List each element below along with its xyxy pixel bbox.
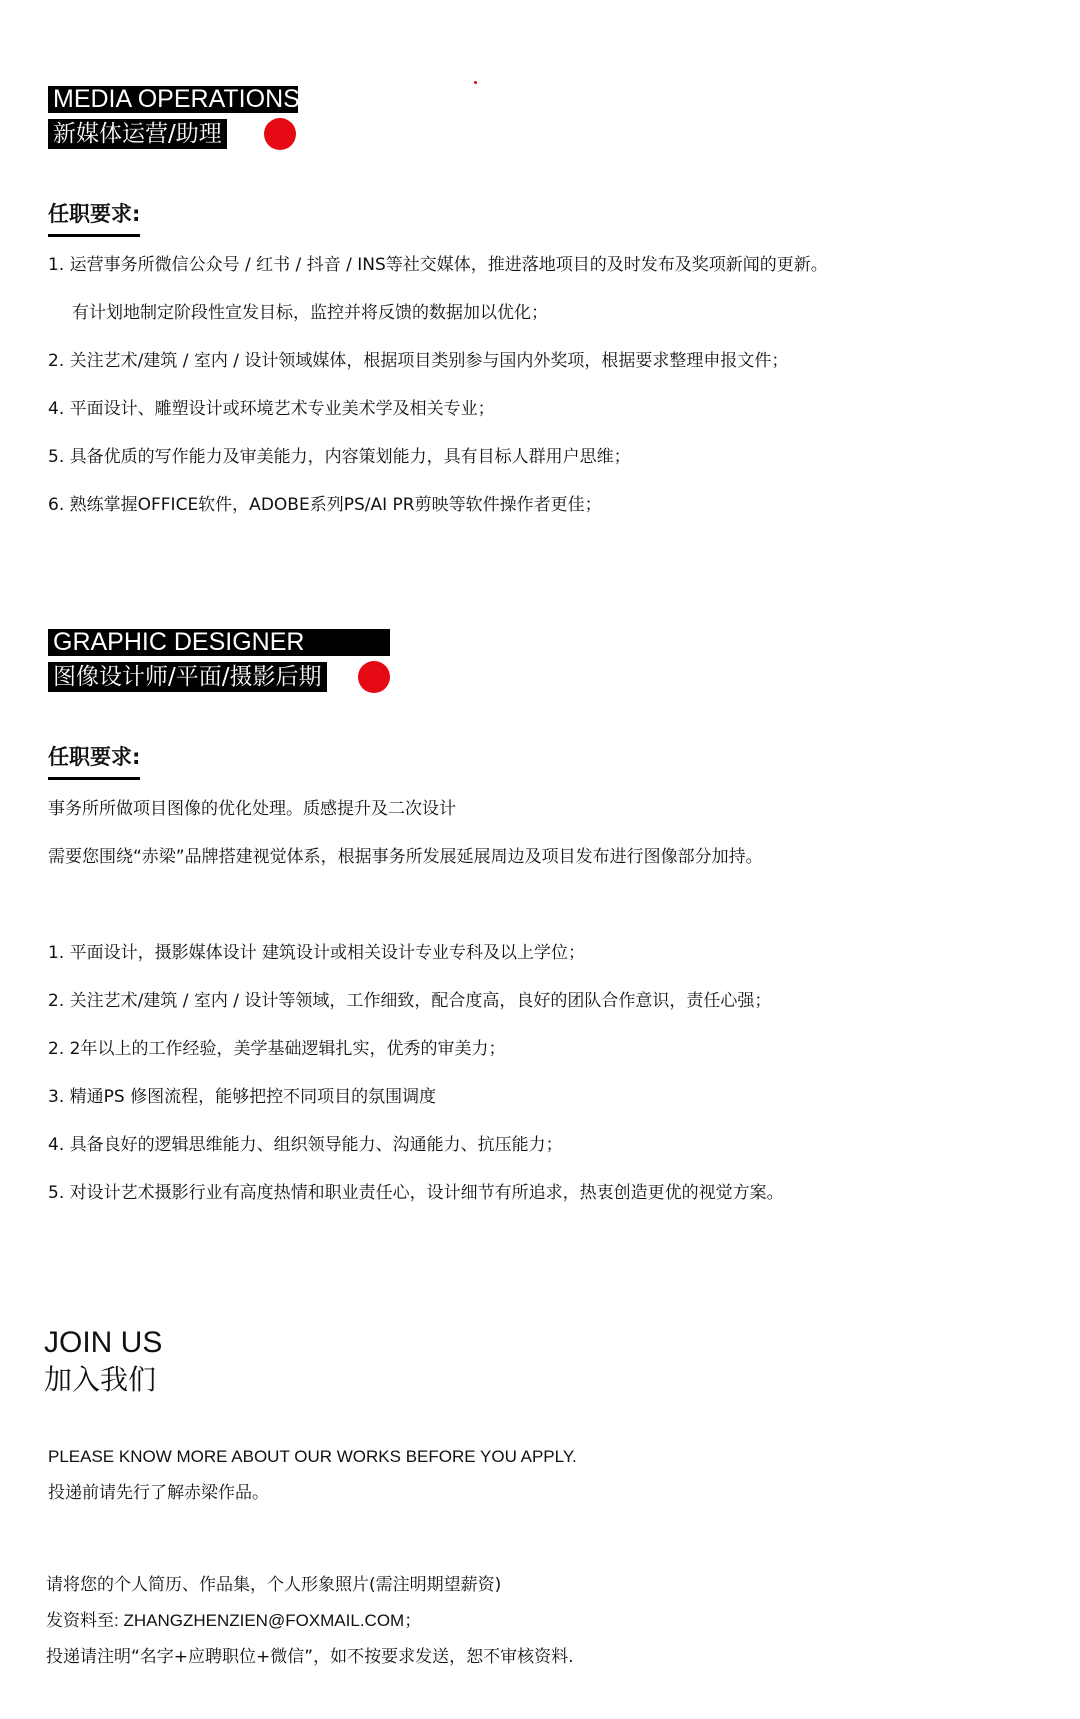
media-tag-zh: 新媒体运营/助理	[48, 119, 227, 149]
graphic-tag-en: GRAPHIC DESIGNER	[48, 629, 390, 656]
join-note-en: PLEASE KNOW MORE ABOUT OUR WORKS BEFORE YOU APPLY.	[48, 1447, 577, 1466]
graphic-intro-1: 事务所所做项目图像的优化处理。质感提升及二次设计	[48, 799, 456, 819]
media-line-4: 4. 平面设计、雕塑设计或环境艺术专业美术学及相关专业；	[48, 399, 495, 419]
graphic-line-5: 4. 具备良好的逻辑思维能力、组织领导能力、沟通能力、抗压能力；	[48, 1135, 563, 1155]
join-note-zh: 投递前请先行了解赤梁作品。	[48, 1483, 269, 1503]
graphic-intro-2: 需要您围绕“赤梁”品牌搭建视觉体系，根据事务所发展延展周边及项目发布进行图像部分加持。	[48, 847, 763, 867]
media-line-1: 1. 运营事务所微信公众号 / 红书 / 抖音 / INS等社交媒体，推进落地项目的及时发布及奖项新闻的更新。	[48, 255, 828, 275]
media-tag-en: MEDIA OPERATIONS	[48, 86, 298, 113]
join-title-zh: 加入我们	[44, 1363, 157, 1396]
graphic-line-2: 2. 关注艺术/建筑 / 室内 / 设计等领域，工作细致，配合度高，良好的团队合作意识，责任心强；	[48, 991, 772, 1011]
apply-line-1: 请将您的个人简历、作品集，个人形象照片(需注明期望薪资)	[46, 1575, 502, 1595]
red-dot-icon	[358, 661, 390, 693]
graphic-req-title: 任职要求:	[48, 743, 140, 780]
media-req-title: 任职要求:	[48, 200, 140, 237]
media-line-5: 5. 具备优质的写作能力及审美能力，内容策划能力，具有目标人群用户思维；	[48, 447, 631, 467]
graphic-line-3: 2. 2年以上的工作经验，美学基础逻辑扎实，优秀的审美力；	[48, 1039, 506, 1059]
graphic-line-4: 3. 精通PS 修图流程，能够把控不同项目的氛围调度	[48, 1087, 437, 1107]
red-speck-icon	[474, 81, 477, 84]
media-line-3: 2. 关注艺术/建筑 / 室内 / 设计领域媒体，根据项目类别参与国内外奖项，根据要求整理申报文件；	[48, 351, 789, 371]
join-title-en: JOIN US	[44, 1326, 163, 1359]
apply-line-2: 发资料至: ZHANGZHENZIEN@FOXMAIL.COM；	[46, 1611, 422, 1630]
graphic-line-1: 1. 平面设计，摄影媒体设计 建筑设计或相关设计专业专科及以上学位；	[48, 943, 586, 963]
apply-line-3: 投递请注明“名字+应聘职位+微信”，如不按要求发送，恕不审核资料.	[46, 1647, 574, 1667]
graphic-tag-zh: 图像设计师/平面/摄影后期	[48, 662, 327, 692]
media-line-6: 6. 熟练掌握OFFICE软件，ADOBE系列PS/AI PR剪映等软件操作者更佳；	[48, 495, 602, 515]
red-dot-icon	[264, 118, 296, 150]
media-line-2: 有计划地制定阶段性宣发目标，监控并将反馈的数据加以优化；	[72, 303, 548, 323]
graphic-line-6: 5. 对设计艺术摄影行业有高度热情和职业责任心，设计细节有所追求，热衷创造更优的视觉方案。	[48, 1183, 784, 1203]
